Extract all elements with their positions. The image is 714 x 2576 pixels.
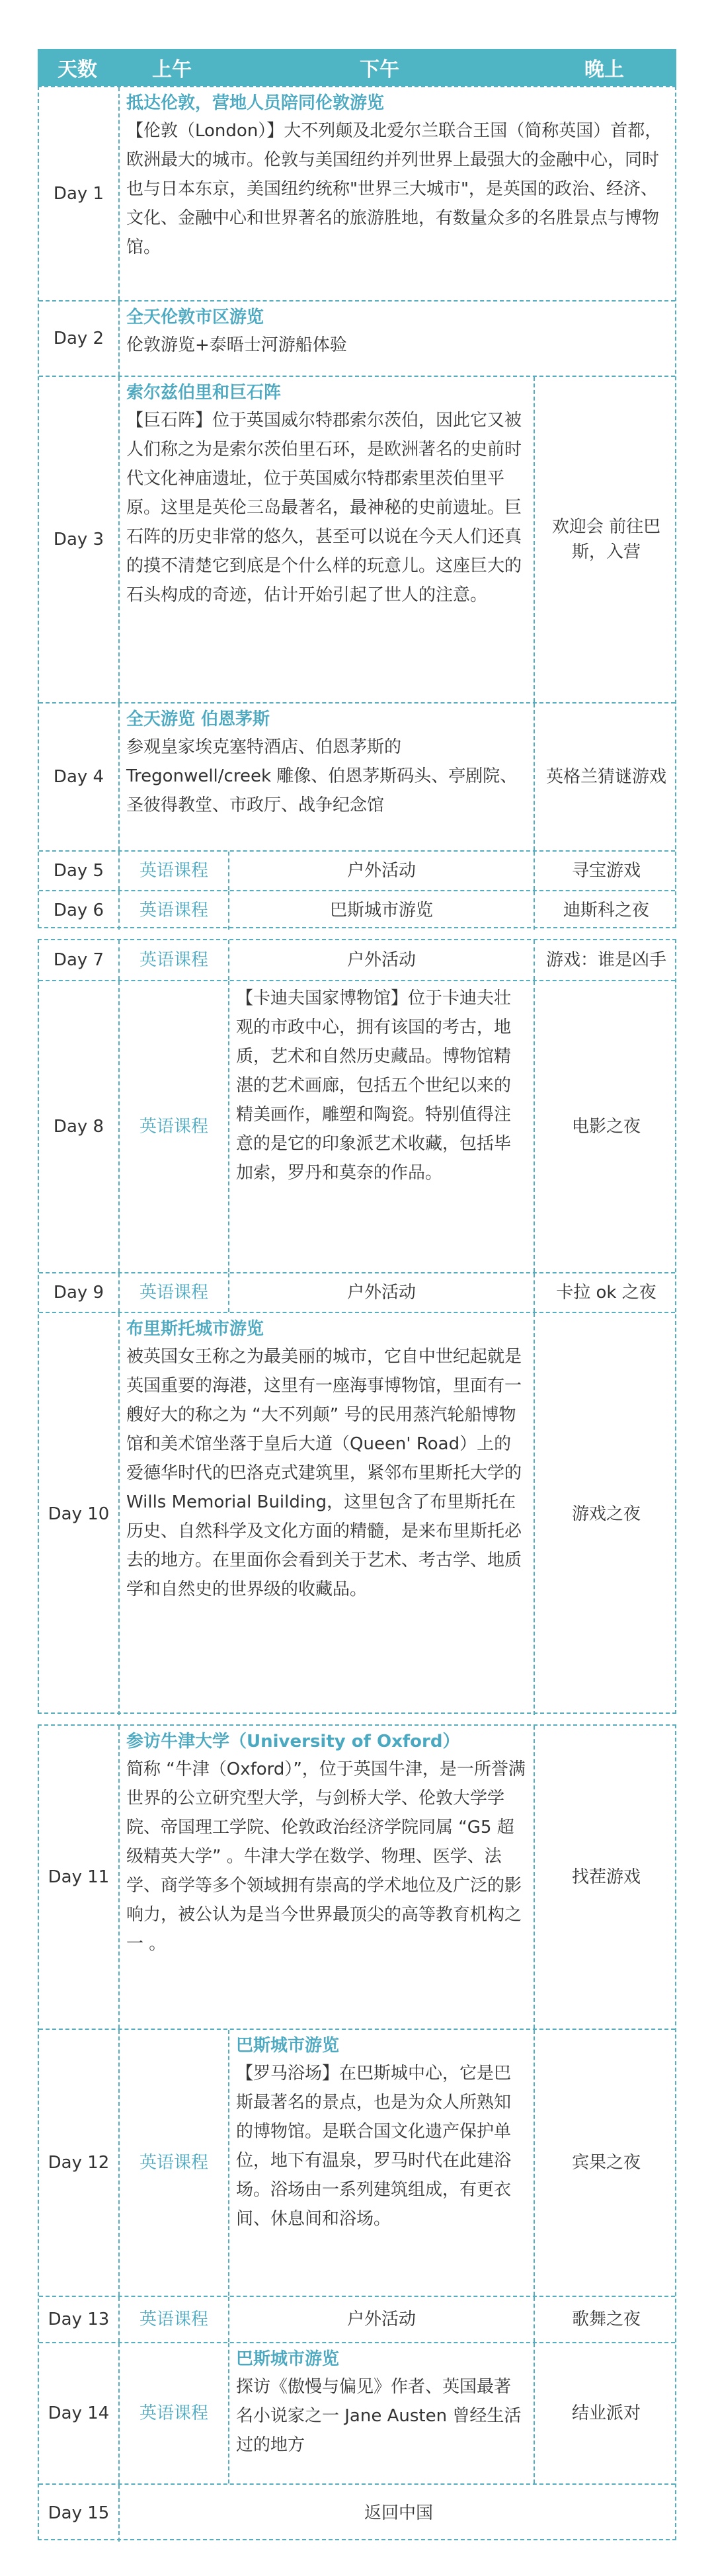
schedule-block-1 xyxy=(38,86,676,928)
day-content xyxy=(228,2030,534,2296)
day-label: Day 11 xyxy=(48,1867,110,1887)
table-row-day3 xyxy=(39,376,675,702)
activity-description: 探访《傲慢与偏见》作者、英国最著名小说家之一 Jane Austen 曾经生活过的地方 xyxy=(236,2377,522,2455)
morning-activity: 英语课程 xyxy=(118,940,228,980)
return-home: 返回中国 xyxy=(118,2485,678,2542)
activity-title: 抵达伦敦，营地人员陪同伦敦游览 xyxy=(126,93,385,113)
day-label: Day 5 xyxy=(53,861,104,881)
morning-activity: 英语课程 xyxy=(118,1273,228,1312)
afternoon-activity: 户外活动 xyxy=(228,852,534,890)
day-label: Day 10 xyxy=(48,1504,110,1524)
table-row-day6 xyxy=(39,890,675,930)
header-day: 天数 xyxy=(58,58,97,81)
day-label: Day 2 xyxy=(53,329,104,348)
day-content xyxy=(118,87,678,300)
day-label: Day 3 xyxy=(53,530,104,549)
evening-activity: 游戏：谁是凶手 xyxy=(534,940,678,980)
table-row-day9 xyxy=(39,1272,675,1312)
day-content xyxy=(118,1313,534,1715)
activity-title: 索尔兹伯里和巨石阵 xyxy=(126,383,282,403)
evening-activity: 电影之夜 xyxy=(534,981,678,1272)
evening-activity: 英格兰猜谜游戏 xyxy=(534,704,678,850)
table-row-day5 xyxy=(39,850,675,890)
table-row-day1 xyxy=(39,87,675,300)
day-content xyxy=(118,302,678,376)
activity-description: 【巨石阵】位于英国威尔特郡索尔茨伯，因此它又被人们称之为是索尔茨伯里石环，是欧洲著名的史前时代文化神庙遗址，位于英国威尔特郡索里茨伯里平原。这里是英伦三岛最著名，最神秘的史前遗址。巨石阵的历史非常的悠久，甚至可以说在今天人们还真的摸不清楚它到底是个什么样的玩意儿。这座巨大的石头构成的奇迹，估计开始引起了世人的注意。 xyxy=(126,411,522,605)
schedule-block-3 xyxy=(38,1724,676,2540)
activity-description: 参观皇家埃克塞特酒店、伯恩茅斯的Tregonwell/creek 雕像、伯恩茅斯码头、亭剧院、圣彼得教堂、市政厅、战争纪念馆 xyxy=(126,737,518,815)
activity-description: 【罗马浴场】在巴斯城中心，它是巴斯最著名的景点，也是为众人所熟知的博物馆。是联合国文化遗产保护单位，地下有温泉，罗马时代在此建浴场。浴场由一系列建筑组成，有更衣间、休息间和浴场。 xyxy=(236,2064,512,2229)
day-label: Day 4 xyxy=(53,767,104,787)
evening-activity: 歌舞之夜 xyxy=(534,2297,678,2342)
afternoon-activity: 户外活动 xyxy=(228,1273,534,1312)
table-row-day4 xyxy=(39,702,675,850)
table-row-day13 xyxy=(39,2296,675,2342)
day-label: Day 14 xyxy=(48,2403,110,2423)
activity-description: 被英国女王称之为最美丽的城市，它自中世纪起就是英国重要的海港，这里有一座海事博物馆，里面有一艘好大的称之为 “大不列颠” 号的民用蒸汽轮船博物馆和美术馆坐落于皇后大道（Queen' Road）上的爱德华时代的巴洛克式建筑里，紧邻布里斯托大学的 Wills Memorial Building，这里包含了布里斯托在历史、自然科学及文化方面的精髓，是来布里斯托必去的地方。在里面你会看到关于艺术、考古学、地质学和自然史的世界级的收藏品。 xyxy=(126,1347,522,1599)
morning-activity: 英语课程 xyxy=(118,2030,228,2296)
header-evening: 晚上 xyxy=(584,58,624,81)
activity-title: 布里斯托城市游览 xyxy=(126,1319,264,1339)
table-row-day2 xyxy=(39,300,675,376)
header-morning: 上午 xyxy=(152,58,192,81)
afternoon-activity: 户外活动 xyxy=(228,2297,534,2342)
table-row-day15 xyxy=(39,2483,675,2542)
evening-activity: 宾果之夜 xyxy=(534,2030,678,2296)
day-label: Day 6 xyxy=(53,901,104,920)
day-content xyxy=(118,377,534,702)
activity-description: 【卡迪夫国家博物馆】位于卡迪夫壮观的市政中心，拥有该国的考古，地质，艺术和自然历史藏品。博物馆精湛的艺术画廊，包括五个世纪以来的精美画作，雕塑和陶瓷。特别值得注意的是它的印象派艺术收藏，包括毕加索，罗丹和莫奈的作品。 xyxy=(236,988,512,1183)
morning-activity: 英语课程 xyxy=(118,852,228,890)
evening-activity: 寻宝游戏 xyxy=(534,852,678,890)
day-label: Day 15 xyxy=(48,2503,110,2523)
morning-activity: 英语课程 xyxy=(118,2343,228,2483)
afternoon-activity: 巴斯城市游览 xyxy=(228,891,534,930)
day-content xyxy=(118,704,534,850)
evening-activity: 找茬游戏 xyxy=(534,1726,678,2029)
table-row-day12 xyxy=(39,2029,675,2296)
day-label: Day 9 xyxy=(53,1283,104,1303)
morning-activity: 英语课程 xyxy=(118,891,228,930)
morning-activity: 英语课程 xyxy=(118,2297,228,2342)
table-row-day10 xyxy=(39,1312,675,1715)
table-header xyxy=(38,49,676,86)
day-content xyxy=(228,981,534,1272)
day-label: Day 13 xyxy=(48,2310,110,2329)
activity-title: 全天伦敦市区游览 xyxy=(126,307,264,327)
table-row-day11 xyxy=(39,1726,675,2029)
day-content xyxy=(118,1726,534,2029)
activity-title: 参访牛津大学（University of Oxford） xyxy=(126,1732,460,1751)
day-label: Day 8 xyxy=(53,1117,104,1137)
evening-activity: 欢迎会 前往巴斯，入营 xyxy=(534,377,678,702)
schedule-block-2 xyxy=(38,939,676,1714)
activity-description: 伦敦游览+泰晤士河游船体验 xyxy=(126,335,347,355)
activity-description: 【伦敦（London）】大不列颠及北爱尔兰联合王国（简称英国）首都，欧洲最大的城市。伦敦与美国纽约并列世界上最强大的金融中心，同时也与日本东京，美国纽约统称"世界三大城市"，是英国的政治、经济、文化、金融中心和世界著名的旅游胜地，有数量众多的名胜景点与博物馆。 xyxy=(126,121,662,257)
table-row-day8 xyxy=(39,980,675,1272)
activity-title: 巴斯城市游览 xyxy=(236,2036,340,2056)
day-label: Day 1 xyxy=(53,184,104,204)
evening-activity: 迪斯科之夜 xyxy=(534,891,678,930)
day-label: Day 7 xyxy=(53,950,104,970)
evening-activity: 结业派对 xyxy=(534,2343,678,2483)
day-label: Day 12 xyxy=(48,2153,110,2173)
evening-activity: 游戏之夜 xyxy=(534,1313,678,1715)
activity-title: 全天游览 伯恩茅斯 xyxy=(126,709,270,729)
morning-activity: 英语课程 xyxy=(118,981,228,1272)
activity-description: 简称 “牛津（Oxford）”，位于英国牛津，是一所誉满世界的公立研究型大学，与剑桥大学、伦敦大学学院、帝国理工学院、伦敦政治经济学院同属 “G5 超级精英大学” 。牛津大学在数学、物理、医学、法学、商学等多个领域拥有崇高的学术地位及广泛的影响力，被公认为是当今世界最顶尖的高等教育机构之一 。 xyxy=(126,1759,526,1954)
header-afternoon: 下午 xyxy=(360,58,399,81)
activity-title: 巴斯城市游览 xyxy=(236,2349,340,2369)
afternoon-activity: 户外活动 xyxy=(228,940,534,980)
table-row-day7 xyxy=(39,940,675,980)
day-content xyxy=(228,2343,534,2483)
table-row-day14 xyxy=(39,2342,675,2483)
evening-activity: 卡拉 ok 之夜 xyxy=(534,1273,678,1312)
